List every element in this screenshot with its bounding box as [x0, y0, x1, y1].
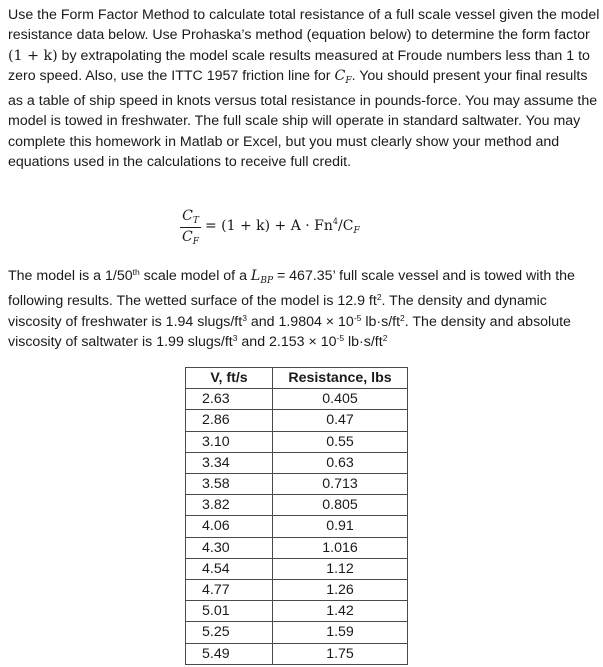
model-description-paragraph: [8, 266, 600, 352]
table-row: [186, 516, 408, 537]
table-row: [186, 580, 408, 601]
model-text-4: . The density and dynamic viscosity of freshwater is 1.94 slugs/ft: [8, 293, 547, 330]
form-factor-term: (1 + k): [8, 47, 58, 64]
speed-cell: 5.01: [186, 601, 273, 622]
denominator-letter: C: [182, 228, 193, 245]
intro-text-2: by extrapolating the model scale results measured at Froude numbers less than 1 to zero speed. Also, use the ITTC 1957 friction line for: [8, 47, 590, 84]
rhs-main: = (1 + k) + A · Fn: [204, 218, 333, 234]
table-row: [186, 452, 408, 473]
denominator-subscript: F: [192, 236, 199, 247]
rhs-divisor: /C: [338, 218, 354, 234]
model-text-7: . The density and absolute viscosity of saltwater is 1.99 slugs/ft: [8, 313, 571, 350]
cubed-1: 3: [242, 312, 247, 323]
resistance-cell: 0.91: [273, 516, 408, 537]
instructions-paragraph: [8, 5, 600, 172]
model-text-6: lb·s/ft: [361, 313, 401, 330]
speed-cell: 3.82: [186, 495, 273, 516]
intro-text-1: Use the Form Factor Method to calculate total resistance of a full scale vessel given the model resistance data below. Use Prohaska’s method (equation below) to determine the form factor: [8, 7, 600, 44]
squared-3: 2: [382, 332, 388, 343]
speed-cell: 4.06: [186, 516, 273, 537]
model-text-3: = 467.35’ full scale vessel and is towed with the following results. The wetted surface of the model is 12.9 ft: [8, 268, 575, 310]
numerator-subscript: T: [192, 215, 199, 226]
squared-1: 2: [376, 292, 382, 303]
cf-letter: C: [334, 67, 346, 84]
resistance-cell: 0.805: [273, 495, 408, 516]
table-row: [186, 537, 408, 558]
numerator-letter: C: [182, 207, 193, 224]
resistance-cell: 1.26: [273, 580, 408, 601]
speed-cell: 5.49: [186, 643, 273, 664]
table-row: [186, 474, 408, 495]
cubed-2: 3: [232, 332, 238, 343]
resistance-cell: 1.12: [273, 558, 408, 579]
table-row: [186, 643, 408, 664]
ct-over-cf-fraction: [180, 208, 201, 247]
resistance-data-table: [185, 367, 408, 665]
model-text-8: and 2.153 × 10: [237, 333, 337, 350]
cf-subscript: F: [345, 75, 352, 86]
resistance-cell: 0.405: [273, 389, 408, 410]
table-row: [186, 622, 408, 643]
model-text-5: and 1.9804 × 10: [246, 313, 354, 330]
resistance-cell: 0.55: [273, 431, 408, 452]
resistance-cell: 0.713: [273, 474, 408, 495]
model-text-1: The model is a 1/50: [8, 268, 133, 284]
speed-cell: 2.86: [186, 410, 273, 431]
cf-symbol: [334, 68, 351, 84]
table-header-row: [186, 368, 408, 389]
lbp-subscript: BP: [260, 276, 273, 286]
prohaska-equation: [180, 207, 360, 247]
rhs-power: 4: [332, 217, 339, 226]
squared-2: 2: [400, 312, 405, 323]
table-row: [186, 601, 408, 622]
resistance-cell: 1.016: [273, 537, 408, 558]
resistance-column-header: Resistance, lbs: [273, 368, 408, 389]
table-row: [186, 558, 408, 579]
table-row: [186, 389, 408, 410]
fraction-numerator: [180, 208, 201, 228]
resistance-cell: 0.63: [273, 452, 408, 473]
exponent-1: -5: [353, 312, 362, 323]
speed-cell: 3.10: [186, 431, 273, 452]
speed-cell: 4.77: [186, 580, 273, 601]
speed-cell: 4.54: [186, 558, 273, 579]
table-row: [186, 431, 408, 452]
exponent-2: -5: [336, 332, 345, 343]
model-text-9: lb·s/ft: [344, 333, 383, 350]
intro-text-3: . You should present your final results as a table of ship speed in knots versus total resistance in pounds-force. You may assume the model is towed in freshwater. The full scale ship will operate in standard saltwater. You may complete this homework in Matlab or Excel, but you must clearly show your method and equations used in the calculations to receive full credit.: [8, 67, 598, 171]
ordinal-suffix: th: [132, 267, 140, 277]
speed-cell: 2.63: [186, 389, 273, 410]
speed-cell: 5.25: [186, 622, 273, 643]
resistance-cell: 1.42: [273, 601, 408, 622]
speed-cell: 3.34: [186, 452, 273, 473]
fraction-denominator: [180, 228, 201, 247]
speed-cell: 4.30: [186, 537, 273, 558]
equation-right-side: [205, 218, 360, 236]
speed-cell: 3.58: [186, 474, 273, 495]
table-row: [186, 495, 408, 516]
table-row: [186, 410, 408, 431]
model-text-2: scale model of a: [139, 268, 251, 284]
lbp-letter: L: [250, 268, 261, 284]
speed-column-header: V, ft/s: [186, 368, 273, 389]
resistance-cell: 1.59: [273, 622, 408, 643]
lbp-symbol: [251, 268, 273, 284]
resistance-cell: 1.75: [273, 643, 408, 664]
resistance-cell: 0.47: [273, 410, 408, 431]
rhs-subscript: F: [353, 226, 360, 236]
